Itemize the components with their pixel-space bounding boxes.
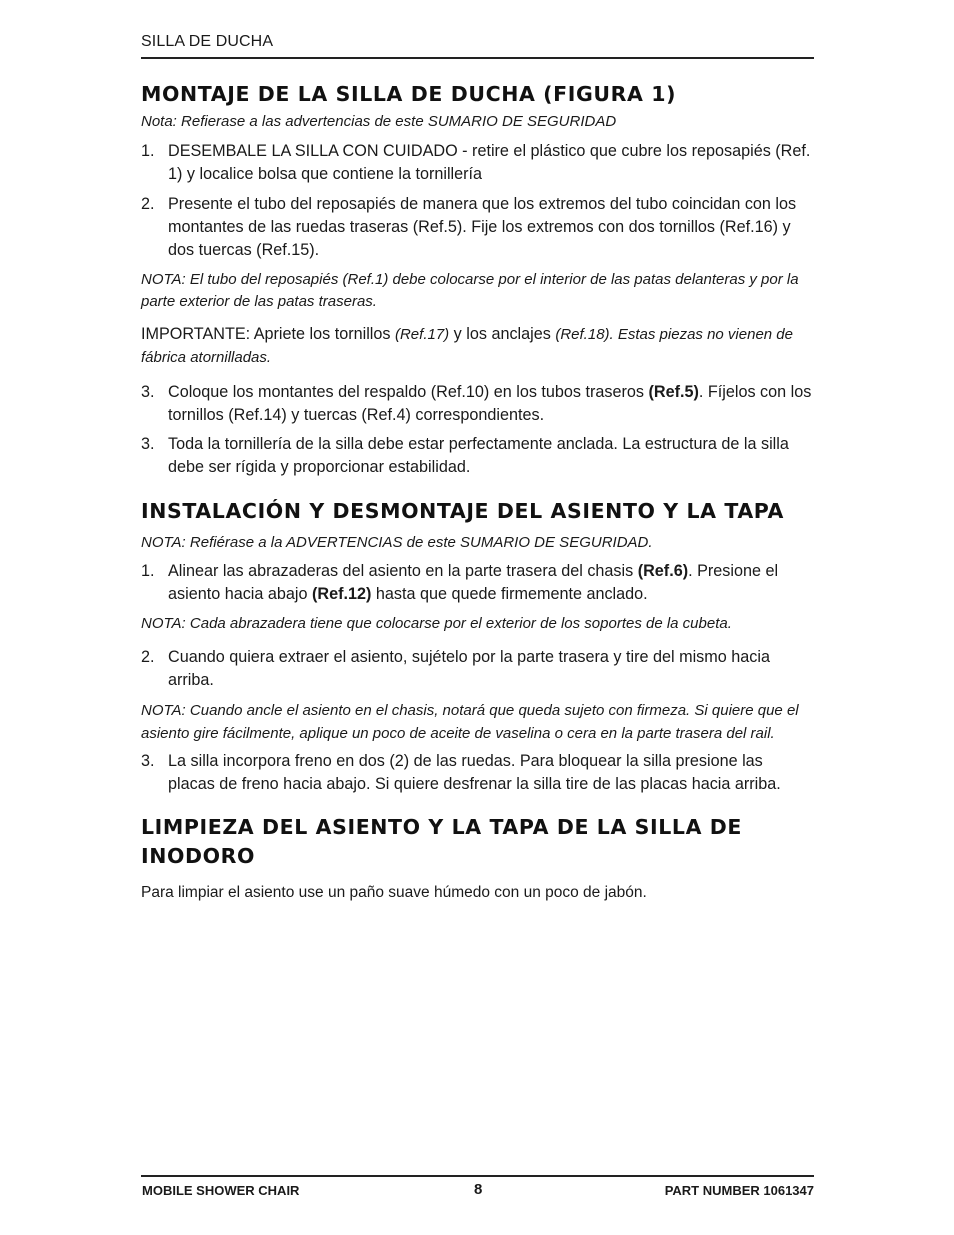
step-text: . Presione el asiento hacia abajo xyxy=(168,562,779,603)
header-rule xyxy=(141,57,814,59)
step-text: Coloque los montantes del respaldo (Ref.10) en los tubos traseros xyxy=(168,383,649,401)
step-number: 1. xyxy=(141,562,155,580)
list-item xyxy=(141,646,814,692)
list-item xyxy=(141,193,814,262)
important-text: IMPORTANTE: Apriete los tornillos xyxy=(141,325,395,343)
step-number: 3. xyxy=(141,435,155,453)
list-item xyxy=(141,433,814,479)
important-ref-note: (Ref.18). Estas piezas no vienen de fábrica atornilladas. xyxy=(141,326,793,366)
step-number: 3. xyxy=(141,752,155,770)
clamp-note: NOTA: Cada abrazadera tiene que colocarse por el exterior de los soportes de la cubeta. xyxy=(141,615,732,632)
assembly-steps xyxy=(141,140,814,262)
step-text: hasta que quede firmemente anclado. xyxy=(371,585,648,603)
list-item xyxy=(141,381,814,427)
step-number: 2. xyxy=(141,195,155,213)
seat-steps xyxy=(141,560,814,606)
step-text: Alinear las abrazaderas del asiento en la parte trasera del chasis xyxy=(168,562,638,580)
running-header: SILLA DE DUCHA xyxy=(141,33,274,50)
important-note xyxy=(141,323,814,369)
seat-steps-continued xyxy=(141,646,814,692)
safety-note: NOTA: Refiérase a la ADVERTENCIAS de este SUMARIO DE SEGURIDAD. xyxy=(141,534,653,551)
footer-rule xyxy=(141,1175,814,1177)
footrest-note: NOTA: El tubo del reposapiés (Ref.1) debe colocarse por el interior de las patas delanteras y por la parte exterior de las patas traseras. xyxy=(141,271,799,310)
step-text: Toda la tornillería de la silla debe estar perfectamente anclada. La estructura de la silla debe ser rígida y proporcionar estabilidad. xyxy=(168,435,789,476)
section-title-assembly: MONTAJE DE LA SILLA DE DUCHA (FIGURA 1) xyxy=(141,82,677,106)
important-ref: (Ref.17) xyxy=(394,326,450,343)
step-number: 1. xyxy=(141,142,155,160)
page-content xyxy=(141,80,814,904)
list-item xyxy=(141,560,814,606)
important-text: y los anclajes xyxy=(449,325,556,343)
list-item xyxy=(141,750,814,796)
step-number: 3. xyxy=(141,383,155,401)
step-ref: (Ref.5) xyxy=(648,383,699,401)
brake-steps xyxy=(141,750,814,796)
page-footer xyxy=(141,1183,814,1203)
assembly-steps-continued xyxy=(141,381,814,479)
footer-part-number: PART NUMBER 1061347 xyxy=(664,1183,814,1198)
step-number: 2. xyxy=(141,648,155,666)
section-title-seat: INSTALACIÓN Y DESMONTAJE DEL ASIENTO Y LA TAPA xyxy=(141,499,784,523)
step-text: . Fíjelos con los tornillos (Ref.14) y tuercas (Ref.4) correspondientes. xyxy=(168,383,812,424)
list-item xyxy=(141,140,814,186)
footer-product-name: MOBILE SHOWER CHAIR xyxy=(142,1183,300,1198)
rail-note: NOTA: Cuando ancle el asiento en el chasis, notará que queda sujeto con firmeza. Si quiere que el asiento gire fácilmente, aplique un poco de aceite de vaselina o cera en la parte trasera del rail. xyxy=(141,702,799,742)
step-text: DESEMBALE LA SILLA CON CUIDADO - retire el plástico que cubre los reposapiés (Ref. 1) y localice bolsa que contiene la tornillería xyxy=(168,142,811,183)
section-title-cleaning: LIMPIEZA DEL ASIENTO Y LA TAPA DE LA SILLA DE INODORO xyxy=(141,815,743,868)
step-text: Presente el tubo del reposapiés de manera que los extremos del tubo coincidan con los montantes de las ruedas traseras (Ref.5). Fije los extremos con dos tornillos (Ref.16) y dos tuercas (Ref.15). xyxy=(168,195,797,259)
safety-note: Nota: Refierase a las advertencias de este SUMARIO DE SEGURIDAD xyxy=(141,113,617,130)
step-ref: (Ref.12) xyxy=(312,585,372,603)
step-text: Cuando quiera extraer el asiento, sujételo por la parte trasera y tire del mismo hacia arriba. xyxy=(168,648,770,689)
step-ref: (Ref.6) xyxy=(637,562,689,580)
page-number: 8 xyxy=(474,1181,483,1198)
step-text: La silla incorpora freno en dos (2) de las ruedas. Para bloquear la silla presione las placas de freno hacia abajo. Si quiere desfrenar la silla tire de las placas hacia arriba. xyxy=(168,752,781,793)
cleaning-text: Para limpiar el asiento use un paño suave húmedo con un poco de jabón. xyxy=(141,884,647,901)
